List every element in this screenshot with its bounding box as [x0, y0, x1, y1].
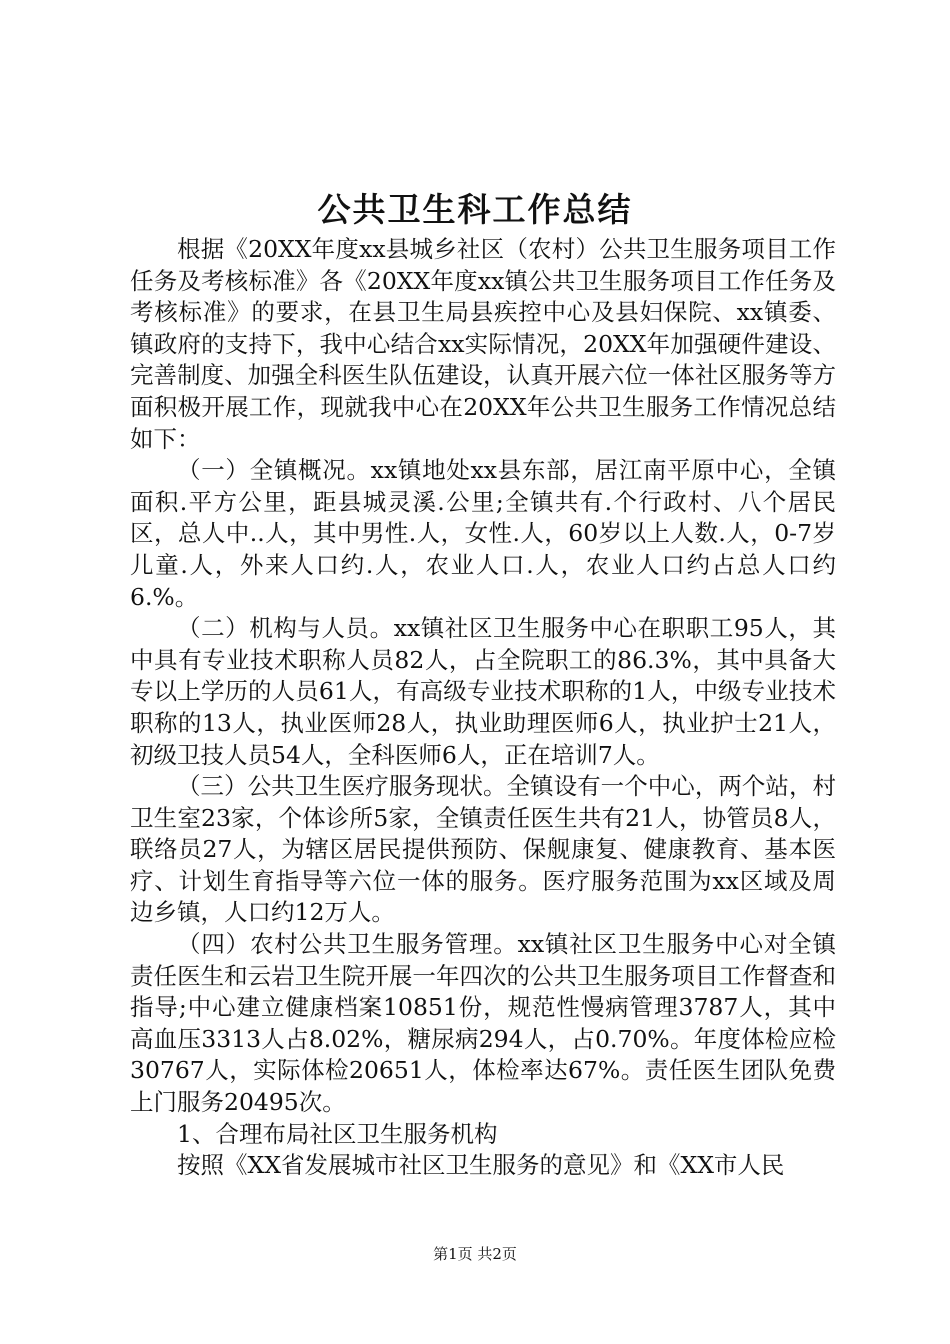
paragraph-staff: （二）机构与人员。xx镇社区卫生服务中心在职职工95人，其中具有专业技术职称人员82人，占全院职工的86.3%，其中具备大专以上学历的人员61人，有高级专业技术职称的1人，中级专业技术职称的13人，执业医师28人，执业助理医师6人，执业护士21人，初级卫技人员54人，全科医师6人，正在培训7人。 [130, 614, 836, 769]
document-title: 公共卫生科工作总结 [317, 190, 633, 229]
paragraph-service-status: （三）公共卫生医疗服务现状。全镇设有一个中心，两个站，村卫生室23家，个体诊所5家，全镇责任医生共有21人，协管员8人，联络员27人，为辖区居民提供预防、保舰康复、健康教育、基本医疗、计划生育指导等六位一体的服务。医疗服务范围为xx区域及周边乡镇，人口约12万人。 [130, 772, 836, 927]
paragraph-layout: 按照《XX省发展城市社区卫生服务的意见》和《XX市人民 [177, 1151, 785, 1180]
paragraph-town-overview: （一）全镇概况。xx镇地处xx县东部，居江南平原中心，全镇面积.平方公里，距县城灵溪.公里;全镇共有.个行政村、八个居民区，总人中..人，其中男性.人，女性.人，60岁以上人数.人，0-7岁儿童.人，外来人口约.人，农业人口.人，农业人口约占总人口约6.%。 [130, 456, 836, 611]
paragraph-rural-management: （四）农村公共卫生服务管理。xx镇社区卫生服务中心对全镇责任医生和云岩卫生院开展一年四次的公共卫生服务项目工作督查和指导;中心建立健康档案10851份，规范性慢病管理3787人，其中高血压3313人占8.02%，糖尿病294人，占0.70%。年度体检应检30767人，实际体检20651人，体检率达67%。责任医生团队免费上门服务20495次。 [130, 930, 836, 1117]
section-heading: 1、合理布局社区卫生服务机构 [177, 1119, 498, 1148]
page-footer: 第1页 共2页 [433, 1245, 517, 1263]
paragraph-intro: 根据《20XX年度xx县城乡社区（农村）公共卫生服务项目工作任务及考核标准》各《20XX年度xx镇公共卫生服务项目工作任务及考核标准》的要求，在县卫生局县疾控中心及县妇保院、xx镇委、镇政府的支持下，我中心结合xx实际情况，20XX年加强硬件建设、完善制度、加强全科医生队伍建设，认真开展六位一体社区服务等方面积极开展工作，现就我中心在20XX年公共卫生服务工作情况总结如下： [130, 235, 836, 453]
document-body [130, 234, 836, 1182]
